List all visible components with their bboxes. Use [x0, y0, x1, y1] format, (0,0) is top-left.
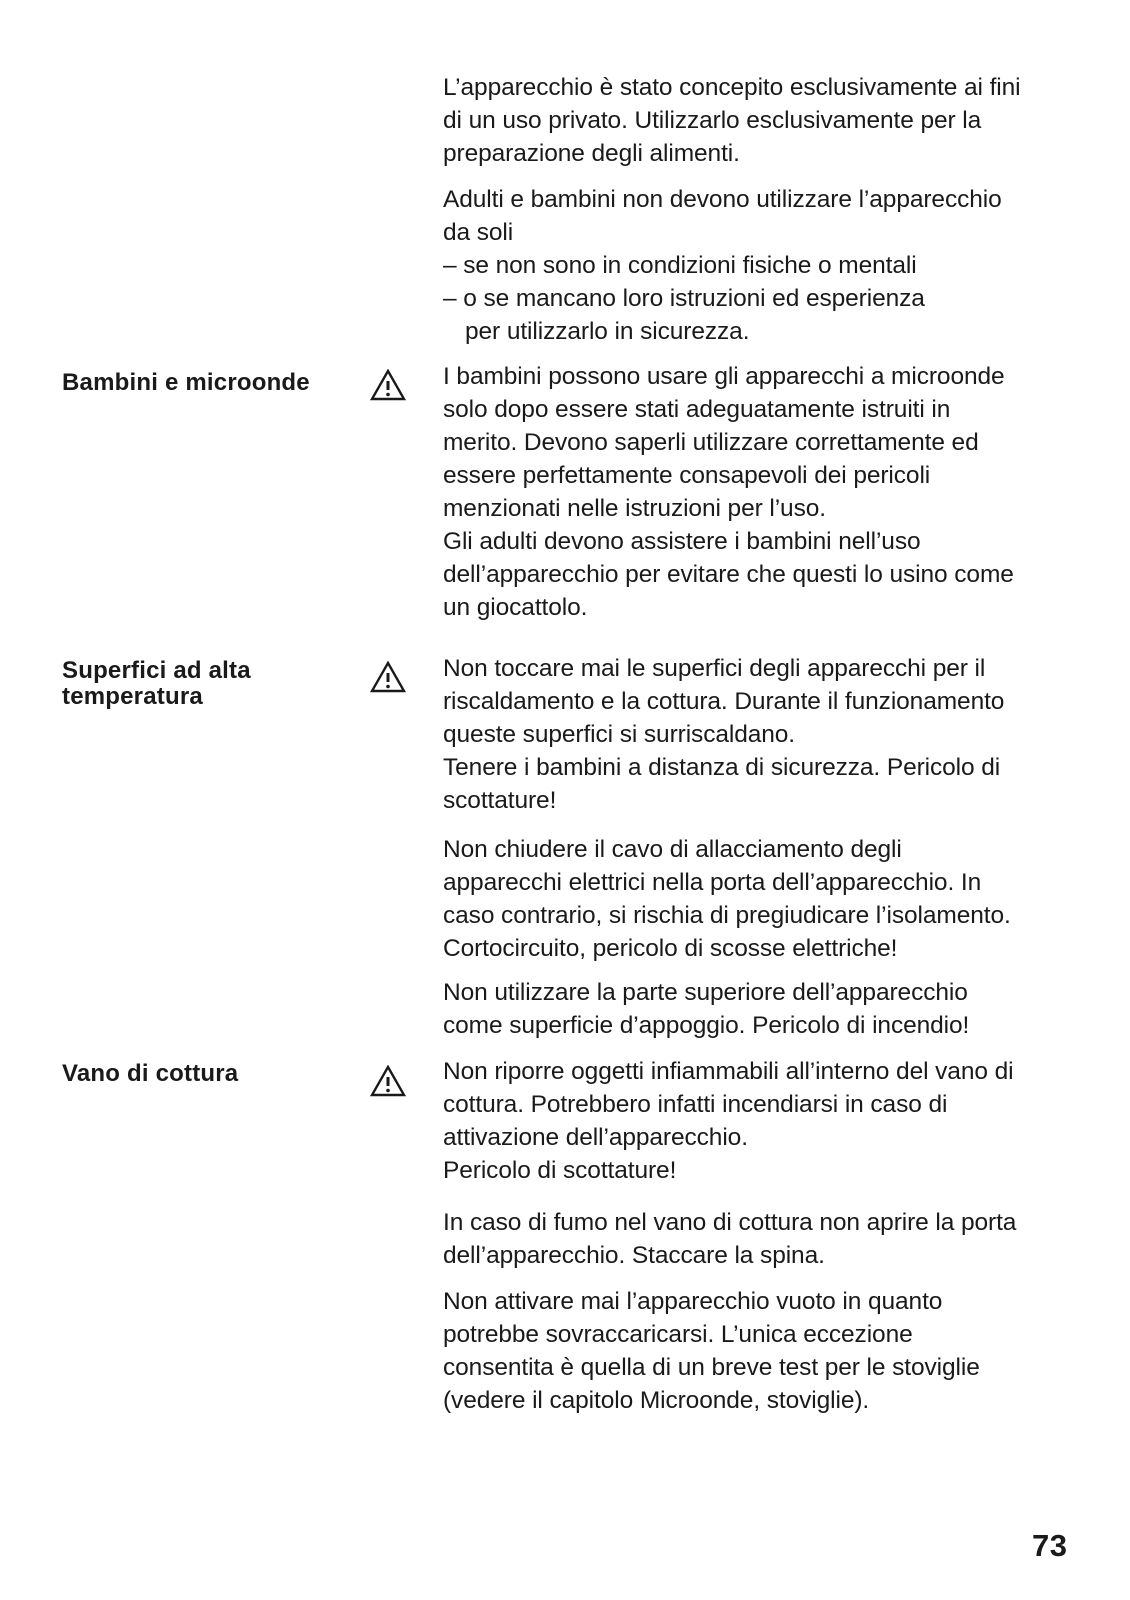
- warning-icon: [370, 369, 406, 401]
- list-item: – se non sono in condizioni fisiche o mentali: [443, 252, 917, 279]
- vano-paragraph-3: Non attivare mai l’apparecchio vuoto in quanto potrebbe sovraccaricarsi. L’unica eccezione consentita è quella di un breve test per le stoviglie (vedere il capitolo Microonde, stoviglie).: [443, 1288, 980, 1414]
- list-item: – o se mancano loro istruzioni ed esperienza: [443, 285, 925, 312]
- intro-paragraph-2: Adulti e bambini non devono utilizzare l’apparecchio da soli – se non sono in condizioni fisiche o mentali – o se mancano loro istruzioni ed esperienza per utilizzarlo in sicurezza.: [443, 183, 1083, 348]
- section-heading-superfici: Superfici ad alta temperatura: [62, 657, 251, 710]
- bambini-paragraph-1: I bambini possono usare gli apparecchi a microonde solo dopo essere stati adeguatamente istruiti in merito. Devono saperli utilizzare correttamente ed essere perfettamente consapevoli dei pericoli menzionati nelle istruzioni per l’uso. Gli adulti devono assistere i bambini nell’uso dell’apparecchio per evitare che questi lo usino come un giocattolo.: [443, 363, 1014, 621]
- page-number: 73: [1032, 1528, 1068, 1563]
- section-heading-vano: Vano di cottura: [62, 1060, 239, 1087]
- superfici-paragraph-2: Non chiudere il cavo di allacciamento degli apparecchi elettrici nella porta dell’apparecchio. In caso contrario, si rischia di pregiudicare l’isolamento. Cortocircuito, pericolo di scosse elettriche!: [443, 836, 1011, 962]
- warning-icon: [370, 661, 406, 693]
- intro-paragraph-1: L’apparecchio è stato concepito esclusivamente ai fini di un uso privato. Utilizzarlo esclusivamente per la preparazione degli alimenti.: [443, 74, 1021, 167]
- section-heading-bambini: Bambini e microonde: [62, 369, 310, 396]
- superfici-paragraph-1: Non toccare mai le superfici degli apparecchi per il riscaldamento e la cottura. Durante il funzionamento queste superfici si surriscaldano. Tenere i bambini a distanza di sicurezza. Pericolo di scottature!: [443, 655, 1005, 814]
- vano-paragraph-2: In caso di fumo nel vano di cottura non aprire la porta dell’apparecchio. Staccare la spina.: [443, 1209, 1017, 1269]
- warning-icon: [370, 1065, 406, 1097]
- superfici-paragraph-3: Non utilizzare la parte superiore dell’apparecchio come superficie d’appoggio. Pericolo di incendio!: [443, 979, 970, 1039]
- vano-paragraph-1: Non riporre oggetti infiammabili all’interno del vano di cottura. Potrebbero infatti incendiarsi in caso di attivazione dell’apparecchio. Pericolo di scottature!: [443, 1058, 1014, 1184]
